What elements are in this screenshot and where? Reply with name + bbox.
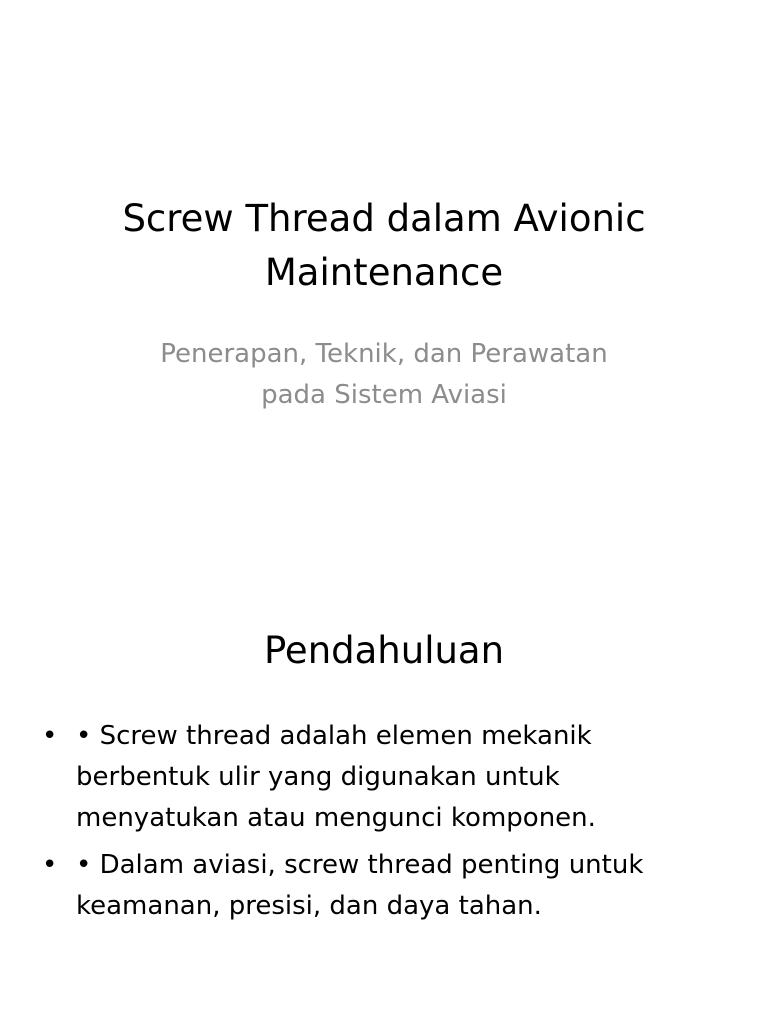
content-slide xyxy=(0,576,768,1024)
bullet-line: • Dalam aviasi, screw thread penting untuk xyxy=(76,850,644,880)
bullet-marker: • xyxy=(42,721,58,751)
bullet-item xyxy=(40,845,720,927)
bullet-line: keamanan, presisi, dan daya tahan. xyxy=(76,891,542,921)
slide-title xyxy=(0,192,768,300)
section-title: Pendahuluan xyxy=(263,629,505,672)
bullet-line: berbentuk ulir yang digunakan untuk xyxy=(76,762,560,792)
slide-subtitle xyxy=(0,334,768,416)
slide-title-line-1: Screw Thread dalam Avionic xyxy=(122,197,646,240)
bullet-list xyxy=(40,716,720,933)
bullet-item xyxy=(40,716,720,839)
bullet-line: menyatukan atau mengunci komponen. xyxy=(76,803,596,833)
slide-subtitle-line-2: pada Sistem Aviasi xyxy=(261,380,507,410)
bullet-line: • Screw thread adalah elemen mekanik xyxy=(76,721,592,751)
bullet-marker: • xyxy=(42,850,58,880)
slide-subtitle-line-1: Penerapan, Teknik, dan Perawatan xyxy=(160,339,608,369)
slide-title-line-2: Maintenance xyxy=(264,251,504,294)
